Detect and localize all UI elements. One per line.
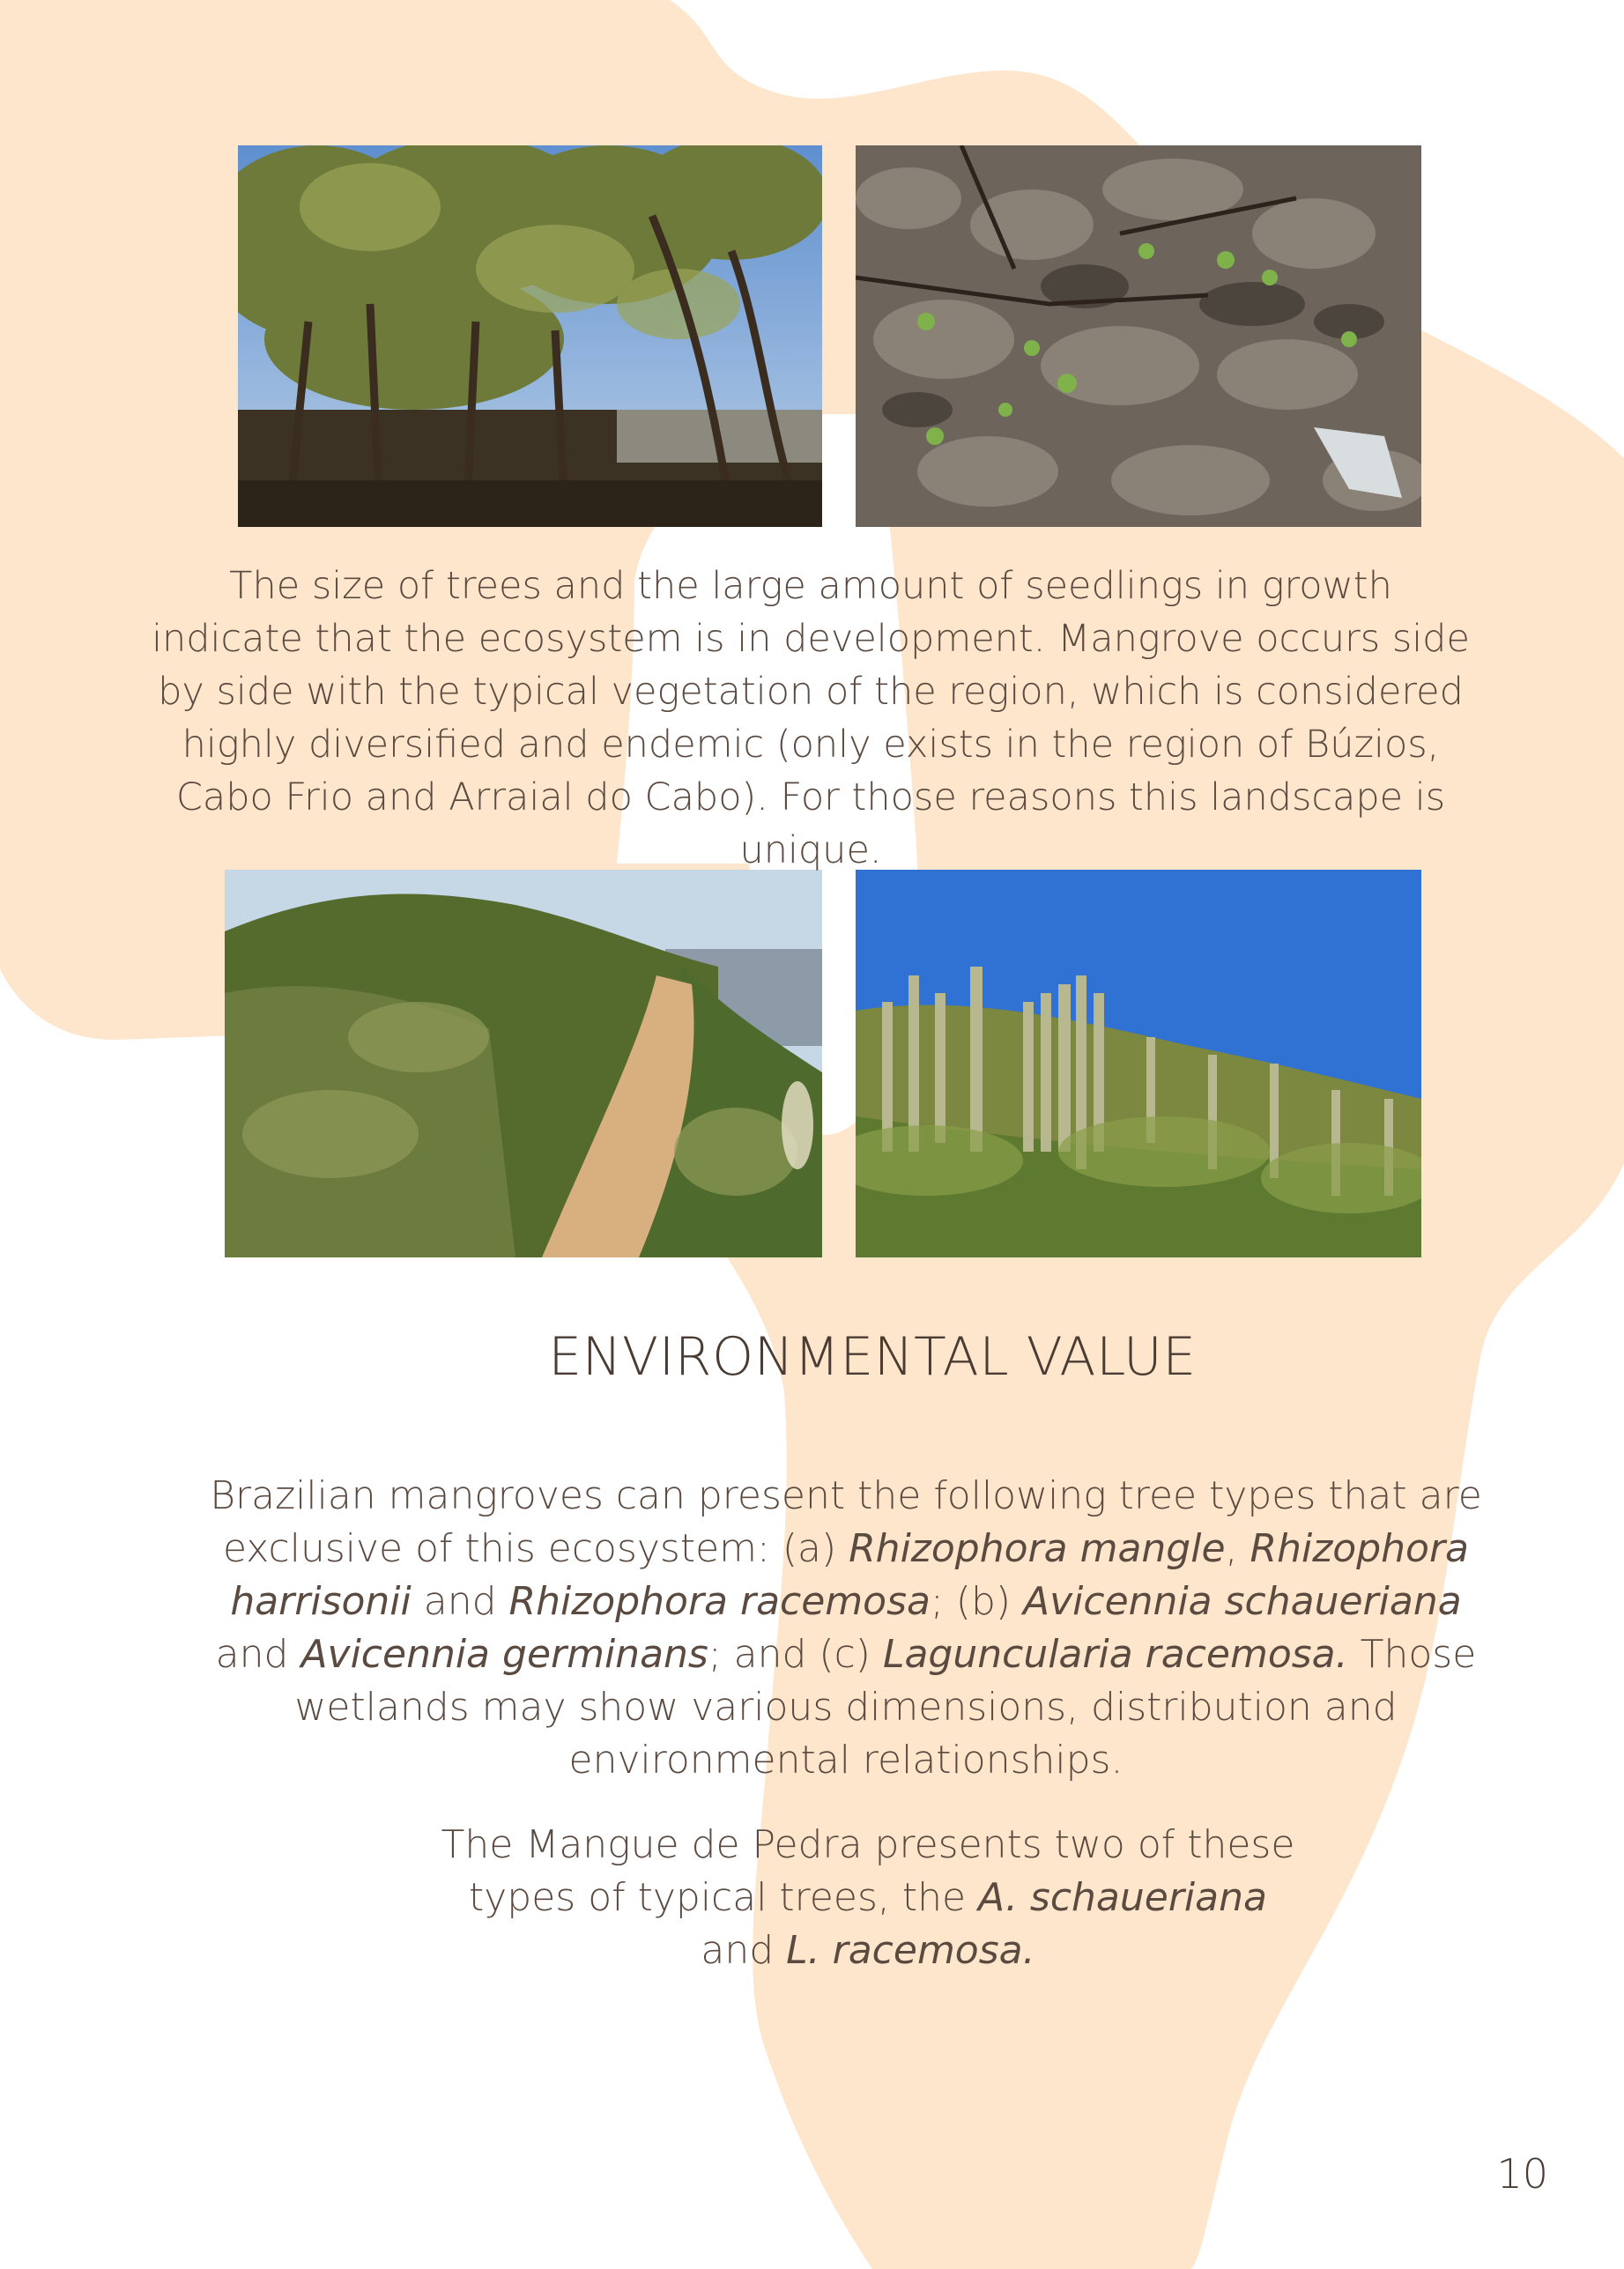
text-span: , [1225, 1526, 1250, 1571]
text-span: ; (b) [930, 1579, 1024, 1624]
text-span: The Mangue de Pedra presents two of these types of typical trees, the [441, 1822, 1295, 1920]
species-paragraph [189, 1470, 1502, 1787]
species-name: Rhizophora harrisonii [230, 1526, 1470, 1624]
page-number: 10 [1496, 2150, 1548, 2198]
species-name: Avicennia schaueriana [1023, 1579, 1462, 1624]
species-name: Laguncularia racemosa. [882, 1632, 1348, 1677]
text-span: Those wetlands may show various dimensions, distribution and environmental relationships. [294, 1632, 1477, 1783]
cactus-vegetation-photo [856, 870, 1421, 1257]
mangrove-trees-photo [238, 145, 822, 527]
coastal-trail-photo [225, 870, 822, 1257]
text-span: Brazilian mangroves can present the following tree types that are exclusive of this ecosystem: (a) [210, 1473, 1482, 1571]
text-span: and [411, 1579, 509, 1624]
mangue-de-pedra-paragraph [441, 1819, 1295, 1977]
species-name: Rhizophora mangle [849, 1526, 1226, 1571]
species-name: Avicennia germinans [300, 1632, 708, 1677]
text-span: ; and (c) [708, 1632, 883, 1677]
seedlings-photo [856, 145, 1421, 527]
text-span: and [701, 1928, 787, 1973]
species-name: Rhizophora racemosa [508, 1579, 931, 1624]
text-span: and [215, 1632, 301, 1677]
species-name: L. racemosa. [786, 1928, 1035, 1973]
section-heading: ENVIRONMENTAL VALUE [548, 1326, 1197, 1388]
intro-paragraph: The size of trees and the large amount of seedlings in growth indicate that the ecosystem is in development. Mangrove occurs side by side with the typical vegetation of the region, which is considered highly diversified and endemic (only exists in the region of Búzios, Cabo Frio and Arraial do Cabo). For those reasons this landscape is unique. [152, 564, 1470, 872]
species-name: A. schaueriana [978, 1875, 1267, 1920]
